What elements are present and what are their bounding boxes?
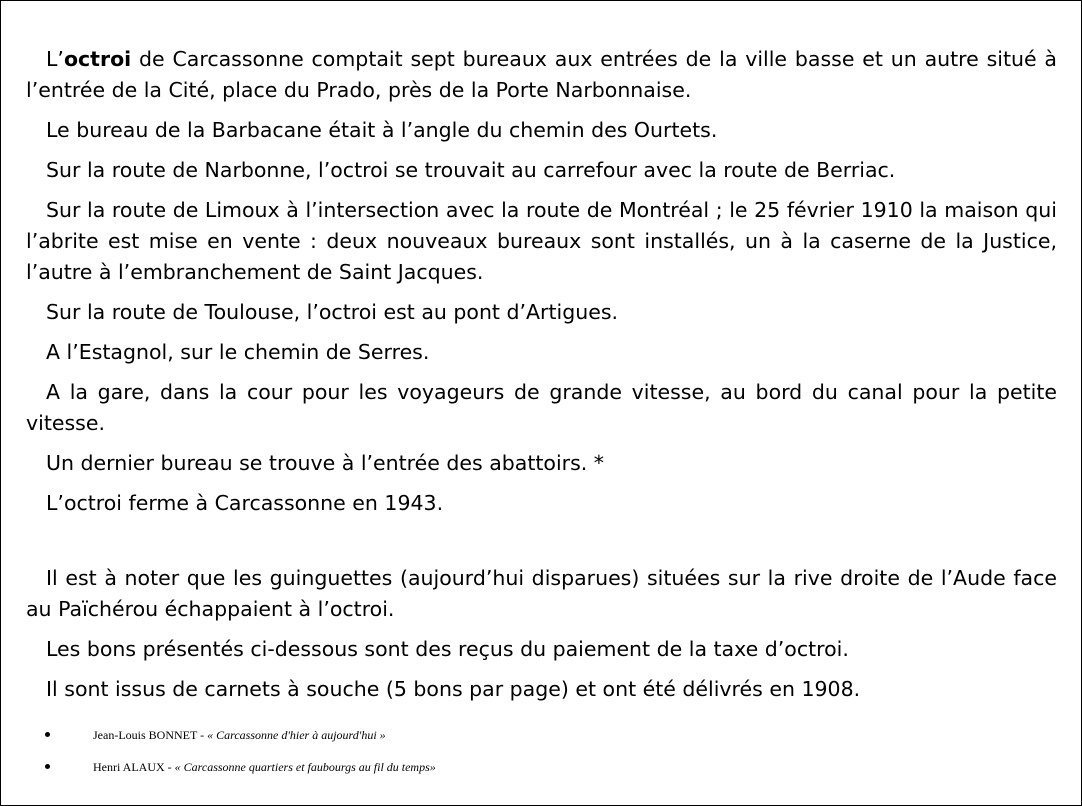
bullet-icon [45,732,50,737]
paragraph-carnets: Il sont issus de carnets à souche (5 bons par page) et ont été délivrés en 1908. [46,677,861,701]
reference-title: « Carcassonne d'hier à aujourd'hui » [207,728,386,742]
paragraph-bons: Les bons présentés ci-dessous sont des reçus du paiement de la taxe d’octroi. [46,637,849,661]
reference-author: Henri ALAUX - [93,760,175,774]
paragraph-gare: A la gare, dans la cour pour les voyageurs de grande vitesse, au bord du canal pour la petite vitesse. [26,380,1057,435]
reference-title: « Carcassonne quartiers et faubourgs au fil du temps» [174,760,436,774]
paragraph-guinguettes: Il est à noter que les guinguettes (aujourd’hui disparues) situées sur la rive droite de l’Aude face au Païchérou échappaient à l’octroi. [26,566,1057,621]
paragraph-barbacane: Le bureau de la Barbacane était à l’angle du chemin des Ourtets. [46,118,718,142]
paragraph-abattoirs: Un dernier bureau se trouve à l’entrée des abattoirs. * [46,451,605,475]
paragraph-limoux: Sur la route de Limoux à l’intersection avec la route de Montréal ; le 25 février 1910 la maison qui l’abrite est mise en vente : deux nouveaux bureaux sont installés, un à la caserne de la Justice, l’autre à l’embranchement de Saint Jacques. [26,198,1057,284]
paragraph-prefix: L’ [46,47,64,71]
document-body [26,44,1057,714]
reference-text [93,757,436,777]
paragraph-octroi-intro [26,44,1057,106]
paragraph-narbonne: Sur la route de Narbonne, l’octroi se trouvait au carrefour avec la route de Berriac. [46,158,896,182]
paragraph-estagnol: A l’Estagnol, sur le chemin de Serres. [46,340,430,364]
bullet-icon [45,764,50,769]
paragraph-toulouse: Sur la route de Toulouse, l’octroi est au pont d’Artigues. [46,300,619,324]
paragraph-fermeture: L’octroi ferme à Carcassonne en 1943. [46,491,444,515]
bold-term-octroi: octroi [63,47,132,71]
paragraph-text: de Carcassonne comptait sept bureaux aux entrées de la ville basse et un autre situé à l’entrée de la Cité, place du Prado, près de la Porte Narbonnaise. [26,47,1057,102]
reference-text [93,725,386,745]
reference-author: Jean-Louis BONNET - [93,728,208,742]
